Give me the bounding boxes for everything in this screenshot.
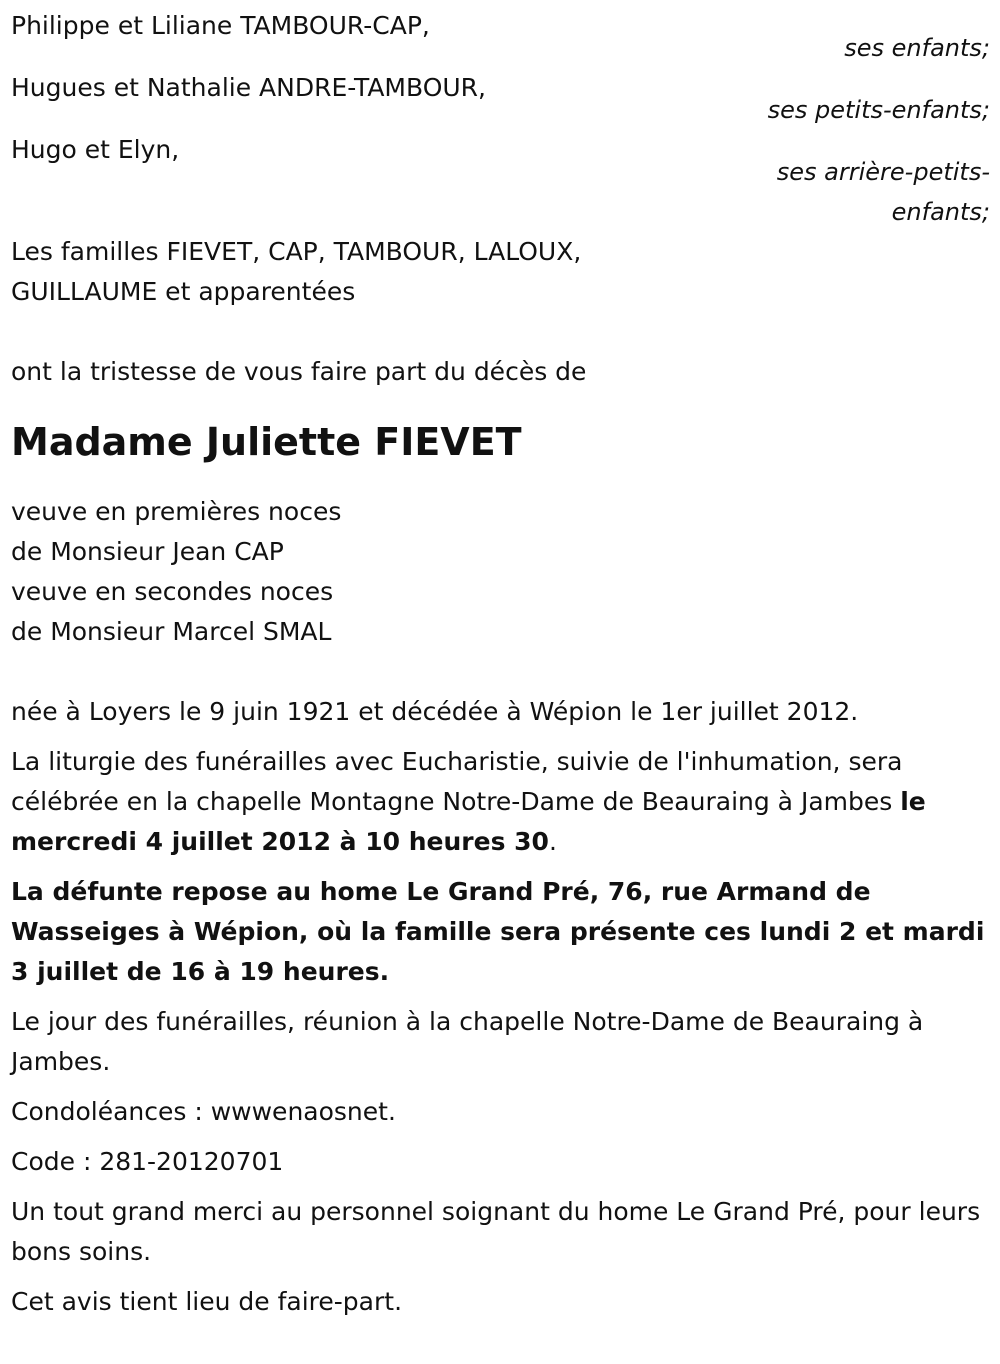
announcement-text: ont la tristesse de vous faire part du décès de (11, 357, 587, 386)
widow-line-3: veuve en secondes noces (11, 577, 334, 606)
great-grandchildren-relation-line1: ses arrière-petits- (776, 158, 990, 186)
deceased-name: Madame Juliette FIEVET (11, 420, 522, 464)
family-row-children (11, 6, 990, 68)
families-line-2: GUILLAUME et apparentées (11, 277, 356, 306)
repose-paragraph: La défunte repose au home Le Grand Pré, 76, rue Armand de Wasseiges à Wépion, où la famille sera présente ces lundi 2 et mardi 3 juillet de 16 à 19 heures. (11, 877, 985, 986)
great-grandchildren-names: Hugo et Elyn, (11, 135, 180, 164)
great-grandchildren-relation-line2: enfants; (891, 198, 990, 226)
birth-death-text: née à Loyers le 9 juin 1921 et décédée à Wépion le 1er juillet 2012. (11, 697, 859, 726)
children-relation: ses enfants; (844, 34, 990, 62)
widow-line-4: de Monsieur Marcel SMAL (11, 617, 332, 646)
children-names: Philippe et Liliane TAMBOUR-CAP, (11, 11, 430, 40)
widow-line-1: veuve en premières noces (11, 497, 342, 526)
grandchildren-names: Hugues et Nathalie ANDRE-TAMBOUR, (11, 73, 486, 102)
widow-line-2: de Monsieur Jean CAP (11, 537, 284, 566)
liturgy-date: le mercredi 4 juillet 2012 à 10 heures 30 (11, 787, 926, 856)
liturgy-text: La liturgie des funérailles avec Eucharistie, suivie de l'inhumation, sera célébrée en la chapelle Montagne Notre-Dame de Beauraing à Jambes (11, 747, 903, 816)
code-text: Code : 281-20120701 (11, 1147, 284, 1176)
liturgy-paragraph (11, 742, 990, 862)
grandchildren-relation: ses petits-enfants; (767, 96, 990, 124)
liturgy-end: . (548, 827, 557, 856)
family-row-great-grandchildren (11, 130, 990, 232)
family-row-grandchildren (11, 68, 990, 130)
great-grandchildren-relation (730, 152, 990, 232)
condoleances-text: Condoléances : wwwenaosnet. (11, 1097, 396, 1126)
thanks-paragraph: Un tout grand merci au personnel soignant du home Le Grand Pré, pour leurs bons soins. (11, 1197, 981, 1266)
reunion-paragraph: Le jour des funérailles, réunion à la chapelle Notre-Dame de Beauraing à Jambes. (11, 1007, 924, 1076)
closing-text: Cet avis tient lieu de faire-part. (11, 1287, 403, 1316)
families-line-1: Les familles FIEVET, CAP, TAMBOUR, LALOUX, (11, 237, 582, 266)
